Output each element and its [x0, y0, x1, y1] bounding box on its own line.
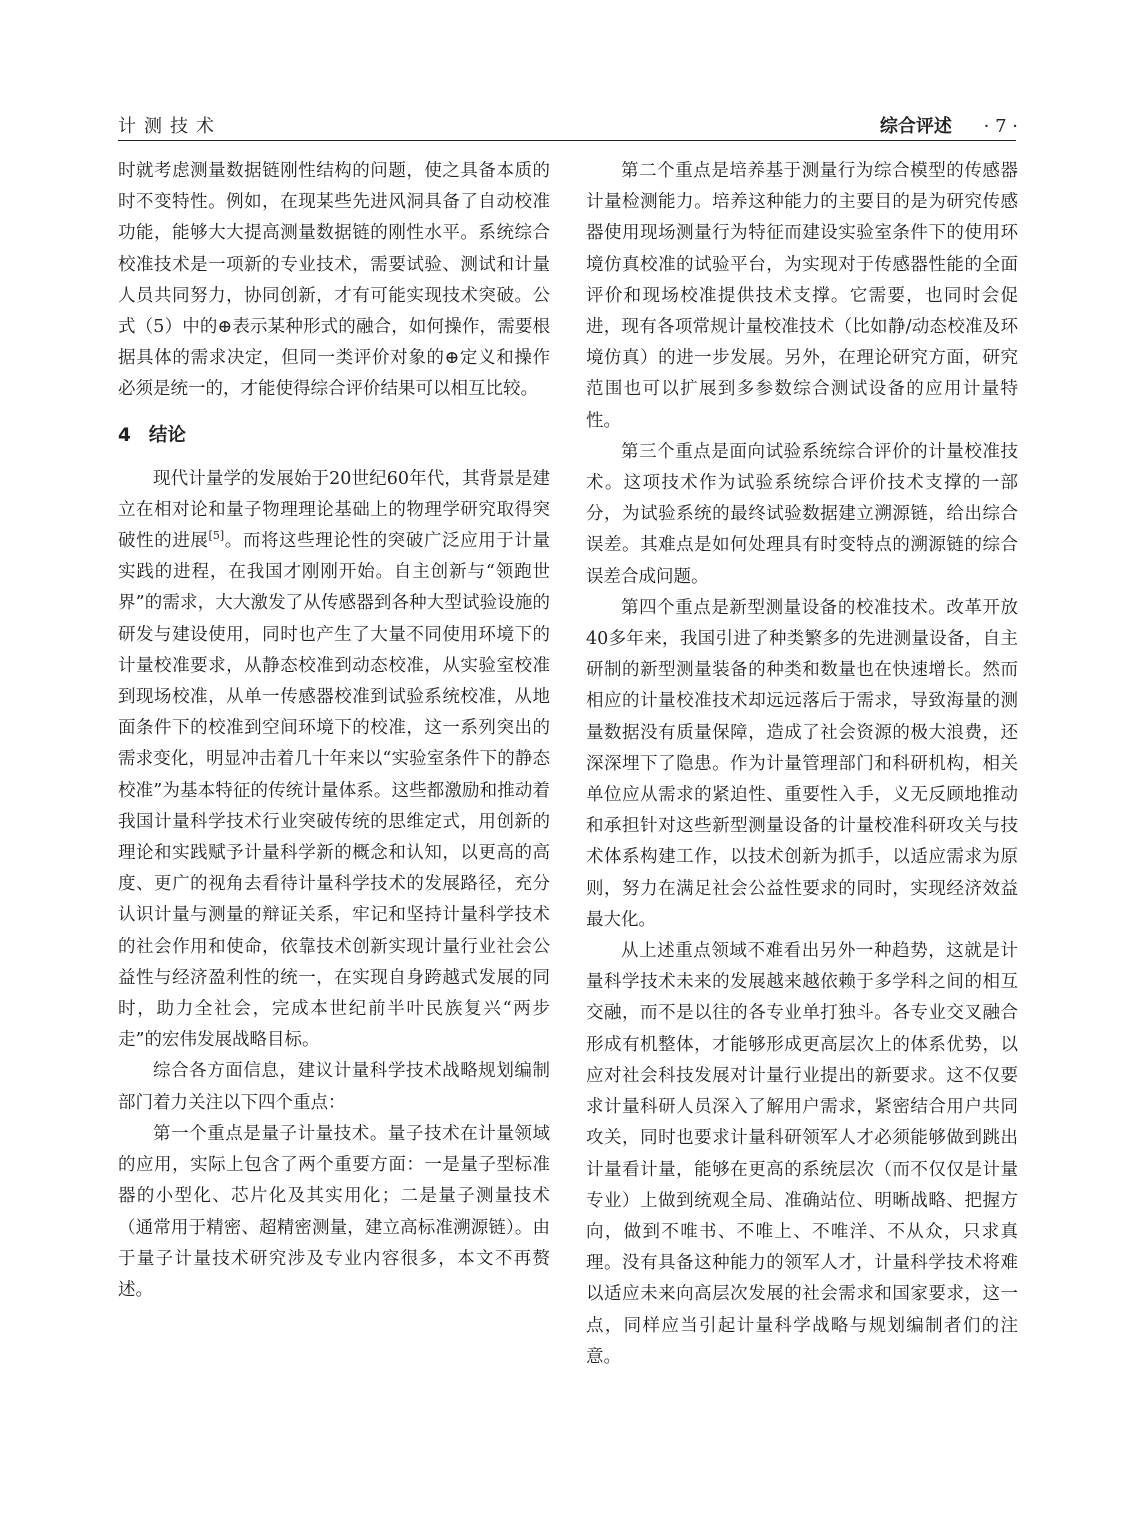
- conclusion-paragraph-1: [118, 464, 550, 1057]
- focus-paragraph-2: 第二个重点是培养基于测量行为综合模型的传感器计量检测能力。培养这种能力的主要目的是为研究传感器使用现场测量行为特征而建设实验室条件下的使用环境仿真校准的试验平台，为实现对于传感器性能的全面评价和现场校准提供技术支撑。它需要，也同时会促进，现有各项常规计量校准技术（比如静/动态校准及环境仿真）的进一步发展。另外，在理论研究方面，研究范围也可以扩展到多参数综合测试设备的应用计量特性。: [586, 161, 1018, 431]
- p1-part-b: 。而将这些理论性的突破广泛应用于计量实践的进程，在我国才刚刚开始。自主创新与“领跑世界”的需求，大大激发了从传感器到各种大型试验设施的研发与建设使用，同时也产生了大量不同使用环境下的计量校准要求，从静态校准到动态校准，从实验室校准到现场校准，从单一传感器校准到试验系统校准，从地面条件下的校准到空间环境下的校准，这一系列突出的需求变化，明显冲击着几十年来以“实验室条件下的静态校准”为基本特征的传统计量体系。这些都激励和推动着我国计量科学技术行业突破传统的思维定式，用创新的理论和实践赋予计量科学新的概念和认知，以更高的高度、更广的视角去看待计量科学技术的发展路径，充分认识计量与测量的辩证关系，牢记和坚持计量科学技术的社会作用和使命，依靠技术创新实现计量行业社会公益性与经济盈利性的统一，在实现自身跨越式发展的同时，助力全社会，完成本世纪前半叶民族复兴“两步走”的宏伟发展战略目标。: [118, 531, 551, 1051]
- section-title: 结论: [148, 424, 186, 446]
- paragraph-continued: 时就考虑测量数据链刚性结构的问题，使之具备本质的时不变特性。例如，在现某些先进风洞具备了自动校准功能，能够大大提高测量数据链的刚性水平。系统综合校准技术是一项新的专业技术，需要试验、测试和计量人员共同努力，协同创新，才有可能实现技术突破。公式（5）中的⊕表示某种形式的融合，如何操作，需要根据具体的需求决定，但同一类评价对象的⊕定义和操作必须是统一的，才能使得综合评价结果可以相互比较。: [118, 161, 550, 400]
- page-header: [118, 112, 1018, 138]
- conclusion-paragraph-2: 综合各方面信息，建议计量科学技术战略规划编制部门着力关注以下四个重点：: [118, 1061, 550, 1113]
- header-rule: [118, 140, 1016, 141]
- page-number: · 7 ·: [983, 116, 1018, 137]
- citation-ref[interactable]: [5]: [208, 529, 225, 543]
- header-right: [880, 112, 1018, 138]
- left-column: [118, 156, 550, 1306]
- section-number: 4: [118, 424, 131, 446]
- journal-name: 计测技术: [118, 116, 222, 137]
- focus-paragraph-1: 第一个重点是量子计量技术。量子技术在计量领域的应用，实际上包含了两个重要方面：一是量子型标准器的小型化、芯片化及其实用化；二是量子测量技术（通常用于精密、超精密测量，建立高标准溯源链）。由于量子计量技术研究涉及专业内容很多，本文不再赘述。: [118, 1123, 550, 1300]
- p1-part-a: 现代计量学的发展始于20世纪60年代，其背景是建立在相对论和量子物理理论基础上的物理学研究取得突破性的进展: [118, 468, 550, 552]
- focus-paragraph-3: 第三个重点是面向试验系统综合评价的计量校准技术。这项技术作为试验系统综合评价技术支撑的一部分，为试验系统的最终试验数据建立溯源链，给出综合误差。其难点是如何处理具有时变特点的溯源链的综合误差合成问题。: [586, 441, 1018, 587]
- section-name: 综合评述: [879, 116, 952, 137]
- trend-paragraph: 从上述重点领域不难看出另外一种趋势，这就是计量科学技术未来的发展越来越依赖于多学科之间的相互交融，而不是以往的各专业单打独斗。各专业交叉融合形成有机整体，才能够形成更高层次上的体系优势，以应对社会科技发展对计量行业提出的新要求。这不仅要求计量科研人员深入了解用户需求，紧密结合用户共同攻关，同时也要求计量科研领军人才必须能够做到跳出计量看计量，能够在更高的系统层次（而不仅仅是计量专业）上做到统观全局、准确站位、明晰战略、把握方向，做到不唯书、不唯上、不唯洋、不从众，只求真理。没有具备这种能力的领军人才，计量科学技术将难以适应未来向高层次发展的社会需求和国家要求，这一点，同样应当引起计量科学战略与规划编制者们的注意。: [586, 941, 1018, 1367]
- focus-paragraph-4: 第四个重点是新型测量设备的校准技术。改革开放40多年来，我国引进了种类繁多的先进测量设备，自主研制的新型测量装备的种类和数量也在快速增长。然而相应的计量校准技术却远远落后于需求，导致海量的测量数据没有质量保障，造成了社会资源的极大浪费，还深深埋下了隐患。作为计量管理部门和科研机构，相关单位应从需求的紧迫性、重要性入手，义无反顾地推动和承担针对这些新型测量设备的计量校准科研攻关与技术体系构建工作，以技术创新为抓手，以适应需求为原则，努力在满足社会公益性要求的同时，实现经济效益最大化。: [586, 597, 1018, 930]
- section-heading: [118, 420, 550, 452]
- right-column: [586, 156, 1018, 1373]
